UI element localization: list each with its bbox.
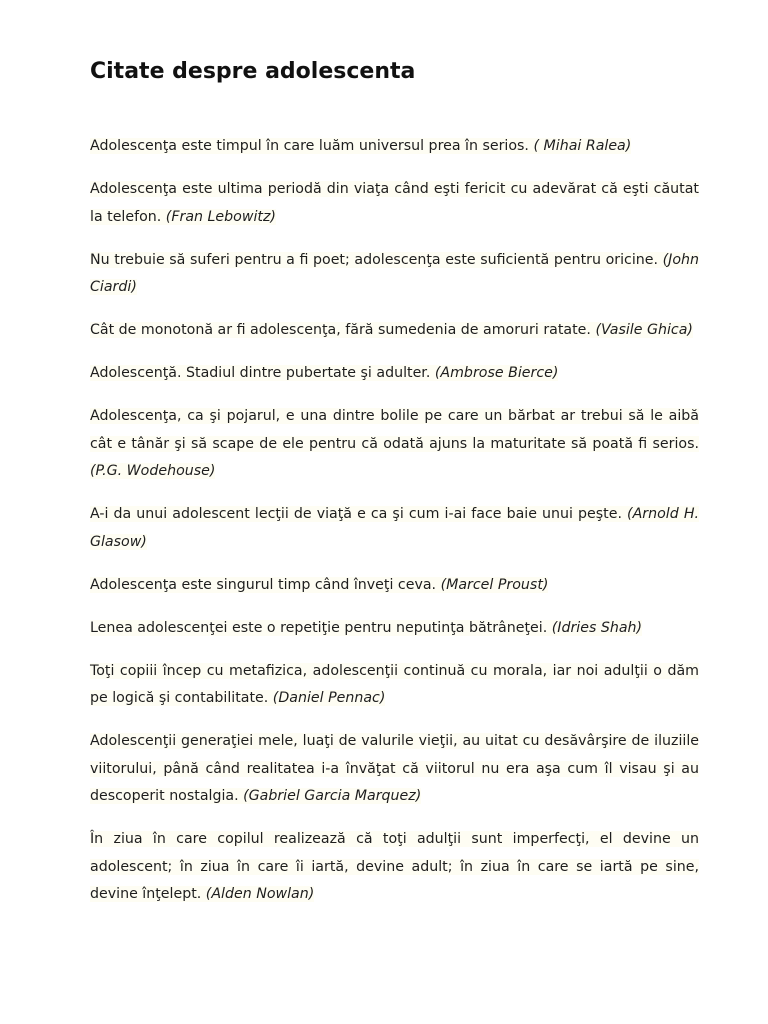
- quote-item: [90, 826, 699, 909]
- quote-body: [90, 252, 699, 296]
- quote-author: (Gabriel Garcia Marquez): [243, 788, 422, 804]
- quote-text: Adolescenţa este singurul timp când înveţi ceva.: [90, 576, 437, 593]
- quote-body: [90, 365, 558, 381]
- quote-author: (Idries Shah): [551, 619, 643, 636]
- quote-text: Adolescenţii generaţiei mele, luaţi de valurile vieţii, au uitat cu desăvârşire de iluziile viitorului, până când realitatea i-a învăţat că viitorul nu era aşa cum îl visau şi au descoperit nostalgia.: [90, 733, 699, 804]
- quote-item: [90, 615, 699, 643]
- quote-item: [90, 317, 699, 345]
- quote-text: Adolescenţă. Stadiul dintre pubertate şi adulter.: [90, 365, 431, 381]
- quote-author: (Marcel Proust): [440, 576, 549, 593]
- quote-text: Adolescenţa, ca şi pojarul, e una dintre bolile pe care un bărbat ar trebui să le aibă cât e tânăr şi să scape de ele pentru că odată ajuns la maturitate să poată fi serios.: [90, 408, 699, 452]
- quote-text: A-i da unui adolescent lecţii de viaţă e ca şi cum i-ai face baie unui peşte.: [90, 506, 622, 522]
- quote-text: Cât de monotonă ar fi adolescenţa, fără sumedenia de amoruri ratate.: [90, 322, 591, 338]
- quote-item: [90, 658, 699, 713]
- quote-body: [90, 322, 693, 338]
- quote-body: [90, 138, 631, 154]
- page-title: Citate despre adolescenta: [90, 59, 416, 84]
- quote-author: (John Ciardi): [90, 251, 699, 295]
- quote-body: [90, 620, 642, 636]
- quote-author: (P.G. Wodehouse): [90, 463, 216, 479]
- quote-item: [90, 176, 699, 231]
- quote-text: Adolescenţa este ultima periodă din viaţa când eşti fericit cu adevărat că eşti căutat la telefon.: [90, 181, 699, 225]
- quote-author: (Ambrose Bierce): [434, 365, 559, 381]
- quote-body: [90, 733, 699, 804]
- quote-body: [90, 577, 548, 593]
- quote-item: [90, 360, 699, 388]
- quote-text: În ziua în care copilul realizează că toţi adulţii sunt imperfecţi, el devine un adolescent; în ziua în care îi iartă, devine adult; în ziua în care se iartă pe sine, devine înţelept.: [90, 831, 699, 902]
- quote-item: [90, 133, 699, 161]
- quote-body: [90, 408, 699, 479]
- quote-author: (Vasile Ghica): [595, 322, 693, 338]
- quote-body: [90, 663, 699, 707]
- quote-text: Toţi copiii încep cu metafizica, adolescenţii continuă cu morala, iar noi adulţii o dăm pe logică şi contabilitate.: [90, 662, 699, 706]
- quote-author: (Daniel Pennac): [272, 690, 386, 706]
- quote-item: [90, 247, 699, 302]
- quote-body: [90, 831, 699, 902]
- quote-item: [90, 728, 699, 811]
- quote-item: [90, 403, 699, 486]
- quote-author: (Fran Lebowitz): [165, 208, 276, 225]
- quote-text: Lenea adolescenţei este o repetiţie pentru neputinţa bătrâneţei.: [90, 619, 548, 636]
- quote-text: Nu trebuie să suferi pentru a fi poet; adolescenţa este suficientă pentru oricine.: [90, 251, 658, 268]
- quote-author: (Alden Nowlan): [205, 886, 315, 902]
- quote-text: Adolescenţa este timpul în care luăm universul prea în serios.: [90, 138, 529, 154]
- quote-author: (Arnold H. Glasow): [90, 506, 699, 550]
- quote-body: [90, 506, 699, 550]
- quote-body: [90, 181, 699, 225]
- quote-item: [90, 501, 699, 556]
- quote-item: [90, 572, 699, 600]
- quote-author: ( Mihai Ralea): [533, 138, 632, 154]
- quote-list: [90, 133, 699, 924]
